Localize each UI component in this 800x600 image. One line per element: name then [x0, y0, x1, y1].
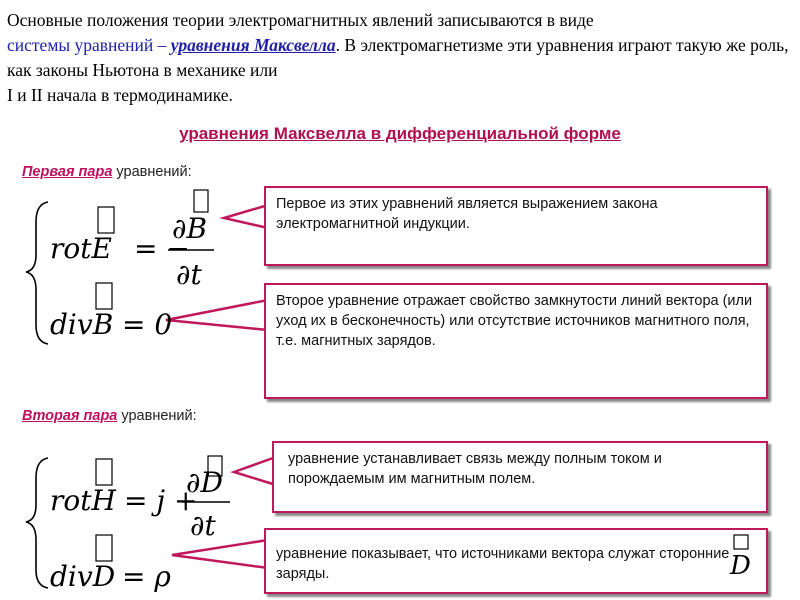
second-pair-rest: уравнений:: [117, 408, 197, 424]
section-title: уравнения Максвелла в дифференциальной форме: [179, 124, 621, 143]
callout-total-current-text: уравнение устанавливает связь между полным током и порождаемым им магнитным полем.: [288, 451, 662, 487]
eq2-vector-box: [96, 283, 112, 309]
eq2-lhs: divB: [50, 308, 114, 341]
intro-text-4: . В электромагнетизме эти уравнения играют такую же роль, как законы Ньютона в механике или: [7, 35, 789, 80]
eq2-rhs: = 0: [122, 308, 173, 341]
callout-closed-lines-text: Второе уравнение отражает свойство замкнутости линий вектора (или уход их в бесконечность) или отсутствие источников магнитного поля, т.е. магнитных зарядов.: [276, 293, 753, 349]
eq3-numerator: ∂D: [186, 466, 223, 499]
intro-text-1: Основные положения теории электромагнитных явлений записываются в виде: [7, 10, 594, 30]
eq1-numerator: ∂B: [172, 212, 208, 245]
callout-sources-text: уравнение показывает, что источниками вектора служат сторонние заряды.: [276, 546, 730, 582]
intro-text-2: системы уравнений –: [7, 35, 171, 55]
callout-closed-lines: [264, 283, 768, 399]
callout-induction: [264, 186, 768, 266]
vector-d-letter: D: [730, 551, 751, 578]
eq1-lhs: rotE: [50, 232, 112, 265]
callout-induction-text: Первое из этих уравнений является выражением закона электромагнитной индукции.: [276, 196, 658, 232]
callout-3-pointer: [234, 457, 276, 485]
eq3-rhs: = j +: [124, 484, 198, 517]
callout-total-current: [272, 441, 768, 513]
eq1-num-vector-box: [194, 190, 208, 212]
eq4-vector-box: [96, 535, 112, 561]
eq4-rhs: = ρ: [122, 560, 171, 593]
eq3-denominator: ∂t: [190, 509, 216, 542]
eq3-vector-box: [96, 459, 112, 485]
eq1-denominator: ∂t: [176, 258, 202, 291]
eq1-vector-box: [98, 207, 114, 233]
vector-d-symbol: [726, 534, 756, 578]
callout-sources: [264, 528, 768, 594]
second-pair-brace: [26, 458, 48, 588]
maxwell-equations-link[interactable]: уравнения Максвелла: [170, 35, 336, 55]
intro-text-5: I и II начала в термодинамике.: [7, 85, 233, 105]
first-pair-highlight: Первая пара: [22, 164, 113, 180]
callout-1-pointer: [224, 205, 268, 228]
eq1-sign: = −: [134, 232, 190, 265]
callout-4-pointer: [172, 540, 268, 568]
first-pair-brace: [26, 202, 48, 344]
callout-2-pointer: [166, 300, 268, 330]
second-pair-highlight: Вторая пара: [22, 408, 118, 424]
eq3-lhs: rotH: [50, 484, 116, 517]
eq4-lhs: divD: [50, 560, 116, 593]
first-pair-rest: уравнений:: [112, 164, 192, 180]
